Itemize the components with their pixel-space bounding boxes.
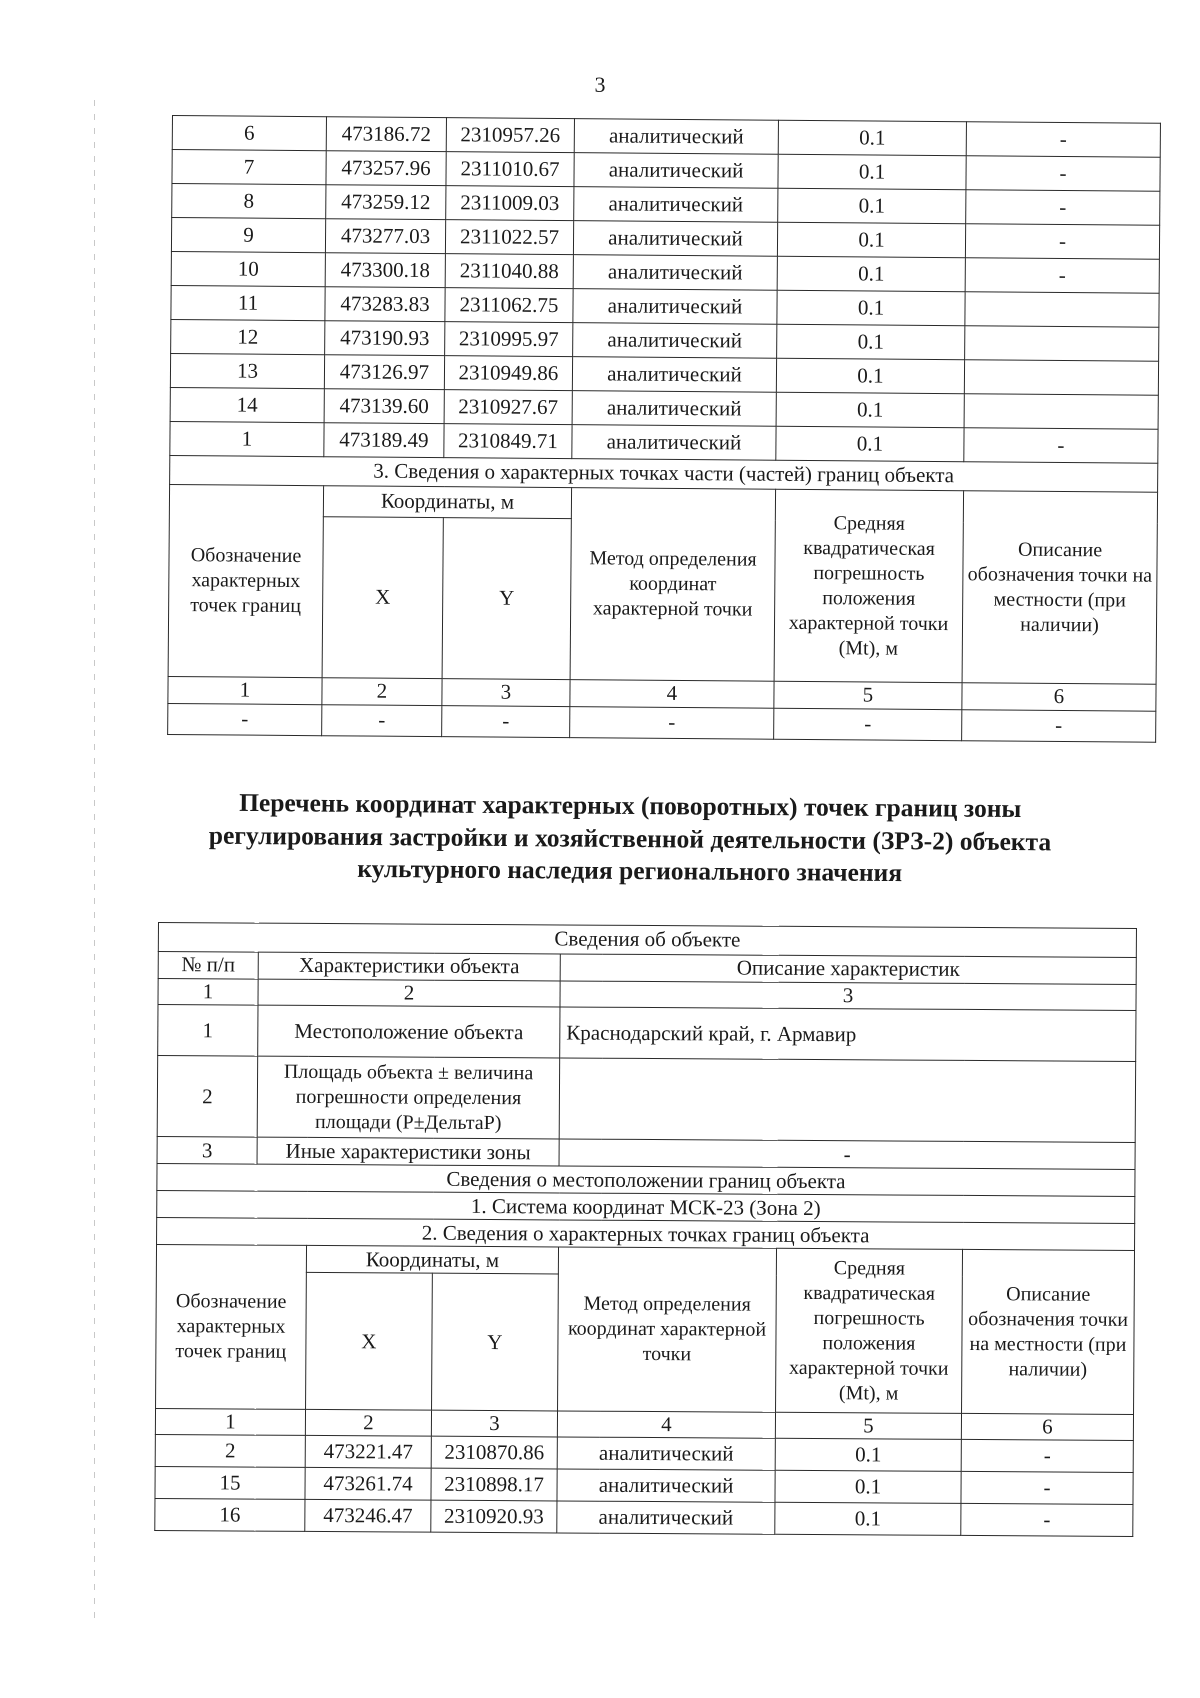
coord-x: 473261.74	[305, 1468, 431, 1501]
info-row-name: Местоположение объекта	[258, 1005, 560, 1058]
empty-cell: -	[322, 705, 442, 737]
method-cell: аналитический	[574, 187, 778, 223]
desc-cell: -	[965, 224, 1159, 260]
col-number: 2	[258, 979, 560, 1007]
point-number: 15	[155, 1467, 305, 1500]
col-number: 1	[155, 1409, 305, 1436]
desc-cell	[965, 292, 1159, 328]
zrz2-table	[154, 922, 1137, 1537]
method-cell: аналитический	[557, 1501, 775, 1534]
coord-y: 2310927.67	[444, 390, 572, 425]
section3-title: 3. Сведения о характерных точках части (частей) границ объекта	[170, 455, 1158, 492]
point-number: 10	[171, 251, 325, 286]
coord-system: 1. Система координат МСК-23 (Зона 2)	[157, 1191, 1135, 1224]
header-coords: Координаты, м	[323, 486, 571, 519]
coord-y: 2311062.75	[445, 288, 573, 323]
coord-y: 2311010.67	[446, 152, 574, 187]
point-number: 6	[172, 116, 326, 151]
location-title: Сведения о местоположении границ объекта	[157, 1164, 1135, 1197]
point-number: 2	[155, 1435, 305, 1468]
method-cell: аналитический	[573, 255, 777, 291]
coord-x: 473300.18	[325, 253, 445, 288]
coord-x: 473221.47	[305, 1436, 431, 1469]
mt-cell: 0.1	[775, 1439, 961, 1472]
info-row-name: Иные характеристики зоны	[257, 1137, 559, 1166]
method-cell: аналитический	[572, 425, 776, 461]
header-mt: Средняя квадратическая погрешность положения характерной точки (Mt), м	[774, 489, 964, 682]
method-cell: аналитический	[573, 221, 777, 257]
document-title: Перечень координат характерных (поворотных) точек границ зоны регулирования застройки и хозяйственной деятельности (ЗРЗ-2) объекта культурного наследия регионального значения	[208, 787, 1052, 888]
header-coords: Координаты, м	[306, 1246, 558, 1275]
mt-cell: 0.1	[775, 1503, 961, 1536]
info-row-num: 2	[157, 1056, 257, 1138]
coord-x: 473283.83	[325, 287, 445, 322]
coord-x: 473139.60	[324, 389, 444, 424]
point-number: 7	[172, 150, 326, 185]
mt-cell: 0.1	[778, 188, 966, 223]
info-row-num: 3	[157, 1137, 257, 1165]
header-method: Метод определения координат характерной точки	[558, 1247, 777, 1412]
point-number: 16	[155, 1499, 305, 1532]
coord-x: 473190.93	[325, 321, 445, 356]
col-header-num: № п/п	[158, 952, 258, 980]
header-x: X	[306, 1273, 433, 1411]
empty-cell: -	[774, 708, 962, 740]
col-number: 5	[774, 681, 962, 709]
coord-y: 2310949.86	[444, 356, 572, 391]
method-cell: аналитический	[573, 289, 777, 325]
header-desc: Описание обозначения точки на местности (при наличии)	[962, 491, 1158, 685]
empty-cell: -	[442, 706, 570, 738]
info-row-num: 1	[158, 1005, 258, 1057]
coord-y: 2311009.03	[446, 186, 574, 221]
header-desc: Описание обозначения точки на местности (при наличии)	[962, 1250, 1135, 1415]
desc-cell	[964, 394, 1158, 430]
coord-x: 473257.96	[326, 151, 446, 186]
point-number: 1	[170, 421, 324, 456]
coord-y: 2310920.93	[431, 1501, 557, 1534]
header-y: Y	[442, 518, 571, 680]
coord-y: 2311040.88	[445, 254, 573, 289]
method-cell: аналитический	[573, 323, 777, 359]
empty-cell: -	[962, 710, 1156, 743]
top-points-table	[167, 115, 1161, 743]
col-number: 5	[775, 1412, 961, 1439]
col-number: 3	[560, 981, 1136, 1011]
col-number: 4	[557, 1411, 775, 1439]
mt-cell: 0.1	[778, 120, 966, 155]
coord-x: 473186.72	[326, 117, 446, 152]
method-cell: аналитический	[572, 357, 776, 393]
method-cell: аналитический	[572, 391, 776, 427]
info-row-name: Площадь объекта ± величина погрешности определения площади (Р±ДельтаР)	[257, 1056, 559, 1139]
col-header-description: Описание характеристик	[560, 954, 1136, 985]
coord-y: 2311022.57	[445, 220, 573, 255]
header-mt: Средняя квадратическая погрешность положения характерной точки (Mt), м	[776, 1248, 963, 1413]
page-number: 3	[594, 72, 606, 97]
header-method: Метод определения координат характерной точки	[570, 488, 776, 682]
desc-cell: -	[966, 190, 1160, 226]
coord-x: 473246.47	[305, 1500, 431, 1533]
desc-cell: -	[961, 1440, 1133, 1473]
desc-cell: -	[961, 1472, 1133, 1505]
method-cell: аналитический	[574, 153, 778, 189]
col-number: 4	[570, 680, 774, 709]
point-number: 12	[171, 319, 325, 354]
desc-cell	[965, 326, 1159, 362]
header-x: X	[322, 517, 443, 679]
header-y: Y	[432, 1273, 559, 1411]
col-number: 3	[442, 679, 570, 707]
coord-y: 2310849.71	[444, 424, 572, 459]
info-row-value: Краснодарский край, г. Армавир	[560, 1007, 1136, 1062]
point-number: 11	[171, 285, 325, 320]
coord-x: 473277.03	[325, 219, 445, 254]
desc-cell	[964, 360, 1158, 396]
table-row	[155, 1499, 1133, 1537]
empty-cell: -	[168, 703, 322, 735]
mt-cell: 0.1	[776, 392, 964, 427]
method-cell: аналитический	[557, 1469, 775, 1502]
coord-y: 2310957.26	[446, 118, 574, 153]
col-number: 3	[431, 1410, 557, 1437]
desc-cell: -	[966, 156, 1160, 192]
empty-cell: -	[570, 707, 774, 740]
mt-cell: 0.1	[777, 256, 965, 291]
col-number: 2	[305, 1410, 431, 1437]
mt-cell: 0.1	[778, 154, 966, 189]
desc-cell: -	[961, 1504, 1133, 1537]
coord-y: 2310898.17	[431, 1469, 557, 1502]
section2-title: 2. Сведения о характерных точках границ объекта	[157, 1218, 1135, 1251]
col-header-characteristics: Характеристики объекта	[258, 952, 560, 981]
col-number: 1	[158, 979, 258, 1006]
point-number: 9	[171, 218, 325, 253]
col-number: 2	[322, 678, 442, 706]
info-row-value	[559, 1058, 1136, 1143]
margin-line	[94, 100, 95, 1620]
point-number: 14	[170, 387, 324, 422]
col-number: 1	[168, 676, 322, 704]
method-cell: аналитический	[557, 1437, 775, 1470]
desc-cell: -	[964, 428, 1158, 464]
coord-x: 473259.12	[326, 185, 446, 220]
coord-x: 473126.97	[324, 355, 444, 390]
mt-cell: 0.1	[776, 358, 964, 393]
coord-x: 473189.49	[324, 423, 444, 458]
col-number: 6	[961, 1414, 1133, 1441]
point-number: 8	[172, 184, 326, 219]
mt-cell: 0.1	[777, 290, 965, 325]
desc-cell: -	[966, 122, 1160, 158]
mt-cell: 0.1	[776, 426, 964, 461]
method-cell: аналитический	[574, 119, 778, 155]
mt-cell: 0.1	[777, 324, 965, 359]
header-designation: Обозначение характерных точек границ	[156, 1245, 307, 1410]
mt-cell: 0.1	[775, 1471, 961, 1504]
col-number: 6	[962, 683, 1156, 712]
desc-cell: -	[965, 258, 1159, 294]
coord-y: 2310995.97	[445, 322, 573, 357]
header-designation: Обозначение характерных точек границ	[168, 484, 324, 677]
coord-y: 2310870.86	[431, 1437, 557, 1470]
mt-cell: 0.1	[777, 222, 965, 257]
object-info-title: Сведения об объекте	[158, 923, 1136, 958]
info-row-value: -	[559, 1139, 1135, 1170]
point-number: 13	[170, 353, 324, 388]
